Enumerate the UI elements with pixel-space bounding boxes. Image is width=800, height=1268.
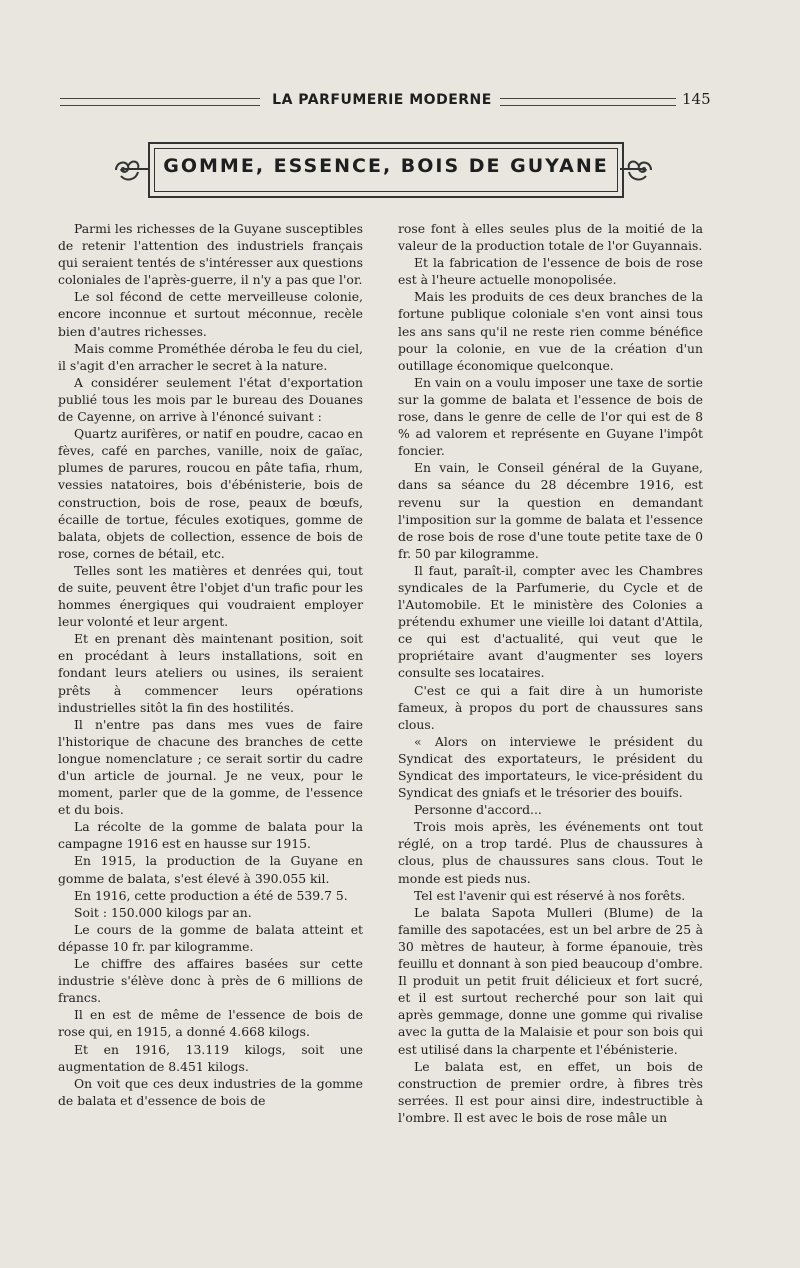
right-column — [398, 220, 703, 1126]
paragraph: Trois mois après, les événements ont tout réglé, on a trop tardé. Plus de chaussures à clous, plus de chaussures sans clous. Tout le monde est pieds nus. — [398, 819, 703, 886]
paragraph: Le chiffre des affaires basées sur cette industrie s'élève donc à près de 6 millions de francs. — [58, 956, 363, 1006]
paragraph: Et la fabrication de l'essence de bois de rose est à l'heure actuelle monopolisée. — [398, 255, 703, 288]
article-title: GOMME, ESSENCE, BOIS DE GUYANE — [163, 155, 609, 177]
paragraph: « Alors on interviewe le président du Syndicat des exportateurs, le président du Syndicat des importateurs, le vice-président du Syndicat des gniafs et le trésorier des bouifs. — [398, 733, 703, 801]
page-number: 145 — [682, 90, 711, 108]
paragraph: Le sol fécond de cette merveilleuse colonie, encore inconnue et surtout méconnue, recèle bien d'autres richesses. — [58, 289, 363, 339]
paragraph: Il faut, paraît-il, compter avec les Chambres syndicales de la Parfumerie, du Cycle et de l'Automobile. Et le ministère des Colonies a prétendu exhumer une vieille loi datant d'Attila, ce qui est d'actualité, qui veut que le propriétaire avant d'augmenter ses loyers consulte ses locataires. — [398, 562, 703, 681]
journal-title: LA PARFUMERIE MODERNE — [272, 92, 492, 108]
paragraph: Et en 1916, 13.119 kilogs, soit une augmentation de 8.451 kilogs. — [58, 1041, 363, 1074]
left-column — [58, 220, 363, 1109]
paragraph: Tel est l'avenir qui est réservé à nos forêts. — [414, 887, 686, 903]
paragraph: Mais les produits de ces deux branches de la fortune publique coloniale s'en vont ainsi tous les ans sans qu'il ne reste rien comme bénéfice pour la colonie, en vue de la création d'un outillage économique quelconque. — [398, 289, 703, 373]
paragraph: En vain, le Conseil général de la Guyane, dans sa séance du 28 décembre 1916, est revenu sur la question en demandant l'imposition sur la gomme de balata et l'essence de rose bois de rose d'une toute petite taxe de 0 fr. 50 par kilogramme. — [398, 460, 703, 561]
header-rule-left — [60, 98, 260, 106]
paragraph: En vain on a voulu imposer une taxe de sortie sur la gomme de balata et l'essence de bois de rose, dans le genre de celle de l'or qui est de 8 % ad valorem et représente en Guyane l'impôt foncier. — [398, 374, 703, 459]
paragraph: Le cours de la gomme de balata atteint et dépasse 10 fr. par kilogramme. — [58, 921, 363, 954]
paragraph: On voit que ces deux industries de la gomme de balata et d'essence de bois de — [58, 1075, 363, 1108]
paragraph: En 1916, cette production a été de 539.7 5. — [74, 887, 348, 903]
paragraph: Quartz aurifères, or natif en poudre, cacao en fèves, café en parches, vanille, noix de gaïac, plumes de parures, roucou en pâte tafia, rhum, vessies natatoires, bois d'ébénisterie, bois de construction, bois de rose, peaux de bœufs, écaille de tortue, fécules exotiques, gomme de balata, objets de collection, essence de bois de rose, cornes de bétail, etc. — [58, 426, 363, 561]
paragraph: rose font à elles seules plus de la moitié de la valeur de la production totale de l'or Guyannais. — [398, 221, 703, 254]
paragraph: A considérer seulement l'état d'exportation publié tous les mois par le bureau des Douanes de Cayenne, on arrive à l'énoncé suivant : — [58, 374, 363, 425]
paragraph: Il en est de même de l'essence de bois de rose qui, en 1915, a donné 4.668 kilogs. — [58, 1007, 363, 1040]
paragraph: Le balata Sapota Mulleri (Blume) de la famille des sapotacées, est un bel arbre de 25 à 30 mètres de hauteur, à forme épanouie, très feuillu et donnant à son pied beaucoup d'ombre. Il produit un petit fruit délicieux et fort sucré, et il est surtout recherché pour son lait qui après gemmage, donne une gomme qui rivalise avec la gutta de la Malaisie et pour son bois qui est utilisé dans la charpente et l'ébénisterie. — [398, 904, 703, 1057]
paragraph: Il n'entre pas dans mes vues de faire l'historique de chacune des branches de cette longue nomenclature ; ce serait sortir du cadre d'un article de journal. Je ne veux, pour le moment, parler que de la gomme, de l'essence et du bois. — [58, 716, 363, 818]
paragraph: Et en prenant dès maintenant position, soit en procédant à leurs installations, soit en fondant leurs ateliers ou usines, ils seraient prêts à commencer leurs opérations industrielles sitôt la fin des hostilités. — [58, 631, 363, 715]
paragraph: Personne d'accord... — [414, 802, 542, 818]
paragraph: C'est ce qui a fait dire à un humoriste fameux, à propos du port de chaussures sans clous. — [398, 682, 703, 732]
banner-line-left — [124, 168, 148, 170]
running-header — [60, 90, 710, 110]
paragraph: Le balata est, en effet, un bois de construction de premier ordre, à fibres très serrées. Il est pour ainsi dire, indestructible à l'ombre. Il est avec le bois de rose mâle un — [398, 1058, 703, 1125]
paragraph: Mais comme Prométhée déroba le feu du ciel, il s'agit d'en arracher le secret à la nature. — [58, 340, 363, 373]
article-title-banner — [112, 140, 657, 200]
paragraph: Soit : 150.000 kilogs par an. — [74, 904, 252, 920]
paragraph: Telles sont les matières et denrées qui, tout de suite, peuvent être l'objet d'un trafic pour les hommes énergiques qui voudraient employer leur volonté et leur argent. — [58, 562, 363, 630]
floral-ornament-icon — [625, 154, 655, 184]
paragraph: La récolte de la gomme de balata pour la campagne 1916 est en hausse sur 1915. — [58, 819, 363, 852]
header-rule-right — [500, 98, 676, 106]
paragraph: Parmi les richesses de la Guyane susceptibles de retenir l'attention des industriels français qui seraient tentés de s'intéresser aux questions coloniales de l'après-guerre, il n'y a pas que l'or. — [58, 221, 363, 288]
paragraph: En 1915, la production de la Guyane en gomme de balata, s'est élevé à 390.055 kil. — [58, 853, 363, 886]
